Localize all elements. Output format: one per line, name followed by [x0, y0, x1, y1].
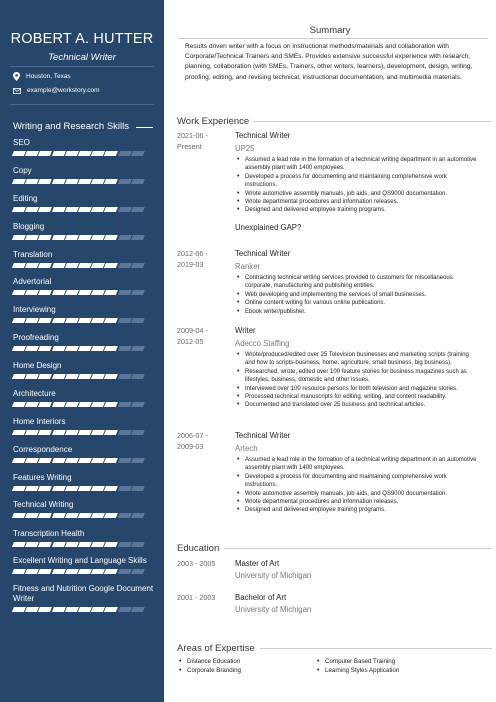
list-item: • Interviewed over 100 resource persons for both television and magazine stories. — [235, 385, 480, 393]
skill-level-segment — [38, 179, 52, 184]
skill-level-segment — [118, 486, 132, 491]
skill-level-segment — [12, 430, 26, 435]
job-company: Artech — [235, 443, 258, 453]
skill-label: Advertorial — [13, 277, 52, 286]
skill-level-segment — [118, 290, 132, 295]
skill-level-segment — [118, 235, 132, 240]
skill-level-segment — [38, 207, 52, 212]
skill-level-segment — [78, 318, 92, 323]
skill-item — [13, 473, 155, 491]
skill-level-bar — [13, 402, 155, 407]
skill-level-segment — [52, 374, 66, 379]
skill-level-segment — [91, 263, 105, 268]
job-title: Technical Writer — [235, 431, 291, 440]
skill-label: Architecture — [13, 389, 56, 398]
skill-level-segment — [12, 374, 26, 379]
sidebar-divider — [10, 104, 154, 105]
skill-level-segment — [118, 318, 132, 323]
skill-level-segment — [118, 374, 132, 379]
skill-level-segment — [91, 458, 105, 463]
skill-level-segment — [104, 430, 118, 435]
skill-level-segment — [65, 458, 79, 463]
skill-level-segment — [131, 151, 145, 156]
skill-level-segment — [118, 179, 132, 184]
skill-level-bar — [13, 179, 155, 184]
skill-level-segment — [12, 513, 26, 518]
skill-level-bar — [13, 346, 155, 351]
skill-level-segment — [78, 542, 92, 547]
list-item: • Corporate Branding — [178, 667, 241, 676]
skill-level-segment — [38, 290, 52, 295]
list-item: • Ebook writer/publisher. — [235, 308, 480, 316]
skill-level-segment — [104, 374, 118, 379]
list-item: • Wrote automotive assembly manuals, job aids, and QS9000 documentation. — [235, 190, 480, 198]
skill-level-segment — [65, 290, 79, 295]
contact-location — [13, 72, 71, 81]
skill-level-segment — [104, 458, 118, 463]
job-bullets — [235, 351, 480, 410]
summary-rule — [178, 38, 488, 39]
skill-level-segment — [52, 402, 66, 407]
skill-level-segment — [131, 430, 145, 435]
skill-level-segment — [91, 318, 105, 323]
skill-level-segment — [52, 207, 66, 212]
skill-level-segment — [12, 402, 26, 407]
skill-level-segment — [91, 542, 105, 547]
skill-level-segment — [118, 151, 132, 156]
skill-level-segment — [91, 569, 105, 574]
list-item: • Web developing and implementing the services of small businesses. — [235, 291, 480, 299]
skill-level-segment — [104, 607, 118, 612]
skill-level-segment — [38, 235, 52, 240]
section-education — [177, 543, 492, 554]
skill-label: Technical Writing — [13, 500, 74, 509]
summary-text: Results driven writer with a focus on instructional methods/materials and collaboration with Corporate/Technical Trainers and SMEs. Provides extensive successful experience with research, planning, collaboration (with SMEs, Trainers, other writers, learners), development, design, writing, proofing, editing, and revising technical, instructional documentation, and multimedia materials. — [185, 43, 473, 81]
list-item: • Wrote/produced/edited over 25 Television businesses and marketing scripts (training and how to scripts-business, home, agriculture, small business, big business). — [235, 351, 480, 368]
skill-level-segment — [78, 430, 92, 435]
main-content — [164, 0, 496, 702]
skill-item — [13, 556, 155, 574]
skill-label: SEO — [13, 138, 30, 147]
job-bullets — [235, 156, 480, 215]
skill-level-bar — [13, 569, 155, 574]
location-pin-icon — [13, 72, 20, 81]
expertise-heading: Areas of Expertise — [177, 643, 255, 654]
skill-level-segment — [78, 235, 92, 240]
skill-level-bar — [13, 458, 155, 463]
skill-level-segment — [38, 569, 52, 574]
job-company: Adecco Staffing — [235, 338, 290, 348]
skill-level-segment — [131, 458, 145, 463]
skill-level-segment — [104, 513, 118, 518]
skill-label: Editing — [13, 194, 38, 203]
skill-level-segment — [38, 402, 52, 407]
contact-email — [13, 87, 100, 94]
skill-level-bar — [13, 430, 155, 435]
skill-item — [13, 361, 155, 379]
skill-item — [13, 222, 155, 240]
skill-level-segment — [65, 542, 79, 547]
job-dates: 2021-06 - Present — [177, 131, 208, 151]
skill-level-segment — [104, 402, 118, 407]
skill-label: Proofreading — [13, 333, 59, 342]
skill-label: Copy — [13, 166, 32, 175]
skill-level-segment — [91, 430, 105, 435]
skill-level-bar — [13, 318, 155, 323]
skill-level-segment — [78, 486, 92, 491]
skill-level-segment — [65, 607, 79, 612]
skill-level-segment — [131, 542, 145, 547]
list-item: • Learning Styles Application — [316, 667, 399, 676]
skill-level-segment — [131, 569, 145, 574]
skill-level-segment — [78, 607, 92, 612]
skill-level-segment — [104, 207, 118, 212]
skill-level-segment — [38, 607, 52, 612]
skill-level-segment — [65, 402, 79, 407]
skill-level-bar — [13, 513, 155, 518]
skill-level-segment — [91, 402, 105, 407]
skill-level-segment — [65, 151, 79, 156]
job-company: UP25 — [235, 143, 255, 153]
skill-level-segment — [118, 263, 132, 268]
skill-level-segment — [52, 458, 66, 463]
skill-item — [13, 138, 155, 156]
summary-title: Summary — [309, 25, 351, 36]
skill-level-segment — [118, 207, 132, 212]
list-item: • Developed a process for documenting and maintaining comprehensive work instructions. — [235, 473, 480, 490]
skill-level-segment — [12, 290, 26, 295]
skill-level-segment — [78, 402, 92, 407]
skill-level-segment — [78, 513, 92, 518]
skill-level-segment — [65, 346, 79, 351]
skill-level-segment — [131, 486, 145, 491]
section-areas-of-expertise — [177, 643, 492, 654]
skill-item — [13, 166, 155, 184]
skill-item — [13, 389, 155, 407]
skill-label: Excellent Writing and Language Skills — [13, 556, 147, 565]
skill-level-segment — [38, 486, 52, 491]
list-item: • Contracting technical writing services provided to customers for miscellaneous corporate, manufacturing and publishing entities. — [235, 274, 480, 291]
skill-item — [13, 333, 155, 351]
skill-level-segment — [118, 569, 132, 574]
skill-level-segment — [12, 207, 26, 212]
list-item: • Online content writing for various online publications. — [235, 299, 480, 307]
skill-label: Features Writing — [13, 473, 72, 482]
skills-heading-rule — [136, 127, 153, 128]
skill-level-segment — [52, 542, 66, 547]
skill-label: Correspondence — [13, 445, 73, 454]
skill-level-segment — [118, 542, 132, 547]
list-item: • Designed and delivered employee training programs. — [235, 206, 480, 214]
skill-level-segment — [52, 151, 66, 156]
skill-label: Blogging — [13, 222, 45, 231]
skill-level-segment — [131, 235, 145, 240]
skill-level-bar — [13, 235, 155, 240]
skill-label: Interviewing — [13, 305, 56, 314]
skill-level-segment — [131, 179, 145, 184]
skill-level-segment — [65, 235, 79, 240]
skill-level-segment — [12, 151, 26, 156]
skill-level-segment — [131, 374, 145, 379]
skill-label: Home Interiors — [13, 417, 66, 426]
skill-label: Transcription Health — [13, 529, 85, 538]
skill-item — [13, 194, 155, 212]
skill-level-segment — [12, 346, 26, 351]
skill-level-bar — [13, 542, 155, 547]
skill-level-segment — [118, 458, 132, 463]
skill-item — [13, 500, 155, 518]
job-bullets — [235, 456, 480, 515]
skill-level-segment — [52, 263, 66, 268]
skill-level-segment — [91, 151, 105, 156]
skill-label: Home Design — [13, 361, 62, 370]
skill-level-segment — [104, 486, 118, 491]
skill-level-bar — [13, 151, 155, 156]
skill-level-segment — [38, 318, 52, 323]
skill-level-segment — [52, 179, 66, 184]
skill-level-segment — [65, 430, 79, 435]
skill-level-segment — [118, 607, 132, 612]
skill-level-segment — [78, 290, 92, 295]
list-item: • Processed technical manuscripts for editing, writing, and content readability. — [235, 393, 480, 401]
skill-level-segment — [104, 290, 118, 295]
skill-level-segment — [12, 263, 26, 268]
skill-item — [13, 277, 155, 295]
skill-level-segment — [104, 151, 118, 156]
skill-level-segment — [78, 346, 92, 351]
work-experience-heading: Work Experience — [177, 116, 250, 127]
education-dates: 2001 - 2003 — [177, 593, 216, 602]
skill-level-segment — [131, 290, 145, 295]
skill-level-segment — [12, 569, 26, 574]
skill-level-segment — [91, 486, 105, 491]
skill-level-bar — [13, 263, 155, 268]
skill-item — [13, 529, 155, 547]
list-item: • Assumed a lead role in the formation of a technical writing department in an automotive assembly plant with 1400 employees. — [235, 156, 480, 173]
skill-level-segment — [52, 346, 66, 351]
skill-level-segment — [91, 179, 105, 184]
skill-level-segment — [104, 235, 118, 240]
degree: Bachelor of Art — [235, 593, 287, 602]
skill-level-segment — [91, 290, 105, 295]
skill-level-segment — [91, 374, 105, 379]
skill-level-segment — [78, 179, 92, 184]
skill-level-segment — [38, 151, 52, 156]
skill-level-segment — [12, 179, 26, 184]
skill-level-segment — [12, 318, 26, 323]
list-item: • Distance Education — [178, 658, 241, 667]
skill-level-segment — [38, 430, 52, 435]
skill-level-segment — [131, 607, 145, 612]
job-dates: 2012-06 - 2019-03 — [177, 249, 208, 269]
skill-label: Translation — [13, 250, 53, 259]
list-item: • Researched, wrote, edited over 100 feature stories for business magazines such as lifestyles, business, domestic and other issues. — [235, 368, 480, 385]
skill-level-segment — [78, 569, 92, 574]
skill-level-segment — [78, 374, 92, 379]
education-heading: Education — [177, 543, 220, 554]
skill-level-segment — [131, 263, 145, 268]
gap-note: Unexplained GAP? — [235, 222, 302, 232]
skill-label: Fitness and Nutrition Google Document Writer — [13, 584, 154, 603]
skill-item — [13, 445, 155, 463]
skill-level-bar — [13, 374, 155, 379]
skill-level-segment — [91, 513, 105, 518]
skill-level-segment — [38, 346, 52, 351]
skill-level-segment — [131, 513, 145, 518]
job-company: Ranker — [235, 261, 261, 271]
skill-level-segment — [65, 374, 79, 379]
education-dates: 2003 - 2005 — [177, 559, 216, 568]
skill-level-segment — [52, 607, 66, 612]
skill-level-segment — [104, 542, 118, 547]
skill-level-segment — [104, 179, 118, 184]
skill-item — [13, 250, 155, 268]
skill-level-segment — [131, 346, 145, 351]
list-item: • Wrote departmental procedures and information releases. — [235, 498, 480, 506]
skill-level-segment — [104, 318, 118, 323]
expertise-column-2 — [316, 658, 399, 675]
skill-item — [13, 417, 155, 435]
skill-level-segment — [131, 318, 145, 323]
skill-level-segment — [104, 263, 118, 268]
skill-level-segment — [65, 318, 79, 323]
skill-level-segment — [78, 458, 92, 463]
list-item: • Wrote departmental procedures and information releases. — [235, 198, 480, 206]
skill-level-segment — [78, 207, 92, 212]
skill-level-segment — [38, 458, 52, 463]
skill-level-segment — [38, 263, 52, 268]
skill-level-segment — [65, 207, 79, 212]
skill-level-segment — [91, 346, 105, 351]
skill-level-segment — [131, 402, 145, 407]
skill-level-segment — [52, 569, 66, 574]
skill-level-segment — [65, 513, 79, 518]
skill-level-segment — [104, 569, 118, 574]
skill-level-segment — [118, 513, 132, 518]
candidate-title: Technical Writer — [48, 52, 116, 63]
skill-level-segment — [52, 318, 66, 323]
email-text[interactable]: example@workstory.com — [27, 87, 100, 94]
skill-level-segment — [91, 607, 105, 612]
skill-level-segment — [91, 235, 105, 240]
skill-level-segment — [12, 235, 26, 240]
candidate-name: ROBERT A. HUTTER — [10, 31, 154, 47]
list-item: • Assumed a lead role in the formation of a technical writing department in an automotive assembly plant with 1400 employees. — [235, 456, 480, 473]
skill-level-segment — [65, 263, 79, 268]
skill-level-segment — [131, 207, 145, 212]
section-work-experience — [177, 116, 492, 127]
skill-level-segment — [52, 290, 66, 295]
skill-level-segment — [52, 235, 66, 240]
skill-level-bar — [13, 207, 155, 212]
skill-level-bar — [13, 290, 155, 295]
skill-level-segment — [38, 374, 52, 379]
job-bullets — [235, 274, 480, 316]
skill-level-segment — [38, 542, 52, 547]
list-item: • Developed a process for documenting and maintaining comprehensive work instructions. — [235, 173, 480, 190]
skill-level-segment — [118, 346, 132, 351]
sidebar-divider — [10, 66, 154, 67]
skill-level-segment — [118, 402, 132, 407]
skill-level-segment — [65, 569, 79, 574]
skill-level-segment — [91, 207, 105, 212]
skill-level-segment — [38, 513, 52, 518]
skill-level-bar — [13, 607, 155, 612]
expertise-column-1 — [178, 658, 241, 675]
skill-level-segment — [52, 513, 66, 518]
list-item: • Computer Based Training — [316, 658, 399, 667]
job-title: Technical Writer — [235, 249, 291, 258]
job-title: Technical Writer — [235, 131, 291, 140]
skill-level-segment — [12, 607, 26, 612]
skill-level-bar — [13, 486, 155, 491]
skill-level-segment — [65, 179, 79, 184]
skill-level-segment — [65, 486, 79, 491]
skill-level-segment — [118, 430, 132, 435]
skill-level-segment — [52, 430, 66, 435]
skill-level-segment — [12, 458, 26, 463]
skill-level-segment — [78, 263, 92, 268]
skills-heading: Writing and Research Skills — [13, 121, 129, 132]
skill-level-segment — [12, 542, 26, 547]
skill-level-segment — [78, 151, 92, 156]
school: University of Michigan — [235, 570, 312, 580]
degree: Master of Art — [235, 559, 280, 568]
list-item: • Designed and delivered employee training programs. — [235, 506, 480, 514]
skill-item — [13, 305, 155, 323]
skill-level-segment — [52, 486, 66, 491]
location-text: Houston, Texas — [26, 73, 71, 80]
list-item: • Documented and translated over 25 business and technical articles. — [235, 401, 480, 409]
email-icon — [13, 88, 21, 94]
job-dates: 2009-04 - 2012-05 — [177, 326, 208, 346]
skill-level-segment — [12, 486, 26, 491]
skill-level-segment — [104, 346, 118, 351]
list-item: • Wrote automotive assembly manuals, job aids, and QS9000 documentation. — [235, 490, 480, 498]
job-title: Writer — [235, 326, 256, 335]
skill-item — [13, 584, 155, 612]
school: University of Michigan — [235, 604, 312, 614]
sidebar — [0, 0, 164, 702]
job-dates: 2006-07 - 2009-03 — [177, 431, 208, 451]
